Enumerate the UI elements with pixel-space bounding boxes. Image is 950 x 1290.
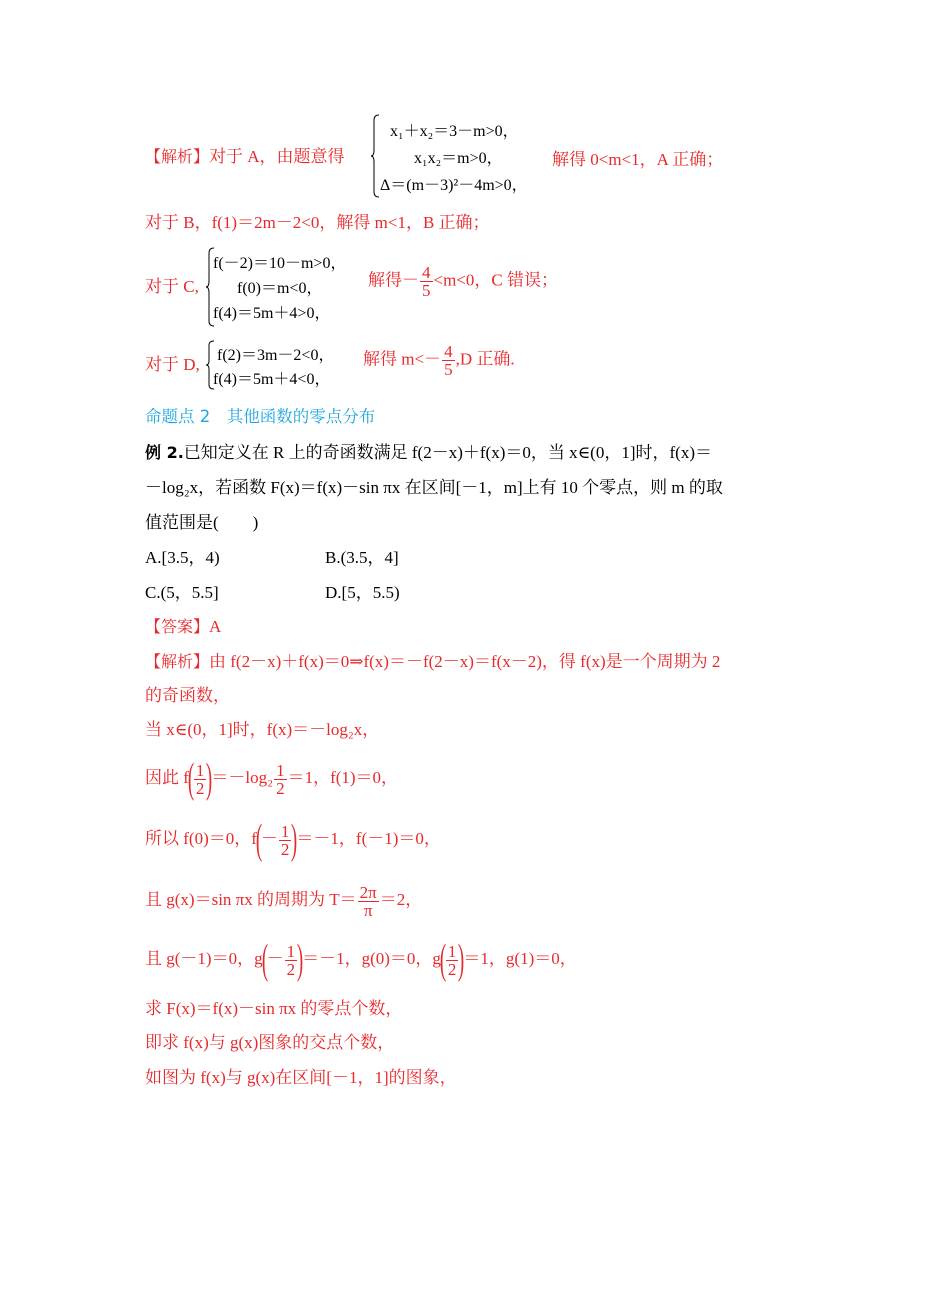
d-result-post: ,D 正确. [455, 349, 515, 369]
option-c: C.(5，5.5] [145, 583, 219, 602]
fraction-numerator: 4 [444, 342, 453, 361]
analysis-a [145, 145, 345, 169]
option-d: D.[5，5.5) [325, 583, 400, 602]
fraction-numerator: 4 [422, 263, 431, 282]
fraction-denominator: π [363, 900, 373, 920]
solution-line-4 [145, 756, 399, 803]
left-paren-icon: ( [439, 937, 447, 984]
example-line-3: 值范围是( ) [145, 513, 259, 532]
sol4-pre: 因此 f [145, 768, 189, 787]
analysis-b: 对于 B，f(1)＝2m－2<0，解得 m<1，B 正确； [145, 213, 490, 232]
fraction-numerator: 1 [286, 941, 296, 961]
analysis-a-result: 解得 0<m<1，A 正确； [552, 150, 724, 169]
solution-label: 【解析】 [145, 652, 210, 671]
right-paren-icon: ) [296, 937, 304, 984]
sol6-pre: 且 g(x)＝sin πx 的周期为 T＝ [145, 890, 357, 909]
example-text-1: 已知定义在 R 上的奇函数满足 f(2－x)＋f(x)＝0，当 x∈(0，1]时，f(x)＝ [183, 443, 712, 462]
solution-line-7 [145, 937, 577, 984]
solution-line-8: 求 F(x)＝f(x)－sin πx 的零点个数， [145, 999, 403, 1018]
sol4-post: ＝1，f(1)＝0， [287, 768, 399, 787]
analysis-a-text: 对于 A，由题意得 [209, 147, 345, 166]
fraction-numerator: 1 [276, 760, 285, 780]
analysis-c: 对于 C, [145, 277, 199, 296]
sol5-post: ＝－1，f(－1)＝0， [296, 829, 441, 848]
fraction-denominator: 2 [280, 839, 290, 859]
fraction-denominator: 2 [447, 959, 457, 979]
solution-line-10: 如图为 f(x)与 g(x)在区间[－1，1]的图象， [145, 1068, 457, 1087]
minus-sign: － [260, 829, 278, 848]
sol5-pre: 所以 f(0)＝0，f [145, 829, 257, 848]
fraction-denominator: 5 [422, 281, 431, 300]
solution-line-2: 的奇函数， [145, 686, 230, 705]
fraction [442, 343, 455, 378]
fraction-numerator: 1 [280, 821, 290, 841]
left-paren-icon: ( [261, 937, 268, 984]
sol6-post: ＝2， [379, 890, 423, 909]
analysis-c-result [368, 264, 558, 299]
example-label: 例 2. [145, 443, 184, 462]
right-paren-icon: ) [458, 937, 465, 984]
fraction [279, 823, 292, 858]
right-paren-icon: ) [206, 756, 213, 803]
system-c-row: f(4)＝5m＋4>0， [213, 305, 331, 322]
system-a [370, 114, 550, 198]
sol7-b: ＝－1，g(0)＝0，g [302, 949, 441, 968]
minus-sign: － [266, 949, 284, 968]
solution-line-1 [145, 650, 720, 674]
answer [145, 615, 221, 639]
system-c-row: f(－2)＝10－m>0， [213, 255, 347, 272]
solution-line-9: 即求 f(x)与 g(x)图象的交点个数， [145, 1033, 395, 1052]
fraction [274, 762, 287, 797]
fraction-denominator: 2 [286, 959, 296, 979]
sol4-mid: ＝－log₂ [211, 768, 274, 787]
analysis-d-result [363, 343, 515, 378]
system-c-row: f(0)＝m<0， [237, 280, 323, 297]
d-result-pre: 解得 m<－ [363, 349, 442, 369]
fraction [194, 762, 207, 797]
example-line-2: －log₂x，若函数 F(x)＝f(x)－sin πx 在区间[－1，m]上有 10 个零点，则 m 的取 [145, 478, 723, 497]
solution-text-1: 由 f(2－x)＋f(x)＝0⇒f(x)＝－f(2－x)＝f(x－2)，得 f(x)是一个周期为 2 [209, 652, 721, 671]
example-line-1 [145, 441, 712, 465]
fraction-denominator: 2 [195, 778, 205, 798]
answer-label: 【答案】 [145, 617, 210, 636]
system-a-row: x₁＋x₂＝3－m>0， [390, 123, 519, 140]
fraction [285, 943, 298, 978]
fraction [420, 264, 433, 299]
right-paren-icon: ) [291, 817, 298, 864]
c-result-post: <m<0，C 错误； [433, 270, 558, 290]
solution-line-5 [145, 817, 441, 864]
fraction-numerator: 1 [195, 760, 205, 780]
left-paren-icon: ( [255, 817, 263, 864]
system-d [205, 340, 365, 390]
system-a-row: Δ＝(m－3)²－4m>0， [380, 177, 528, 194]
system-d-row: f(2)＝3m－2<0， [217, 347, 335, 364]
sol7-a: 且 g(－1)＝0，g [145, 949, 263, 968]
option-a: A.[3.5，4) [145, 548, 220, 567]
option-b: B.(3.5，4] [325, 548, 399, 567]
system-d-row: f(4)＝5m＋4<0， [213, 371, 331, 388]
fraction [446, 943, 459, 978]
analysis-d: 对于 D, [145, 355, 200, 374]
solution-line-6 [145, 878, 422, 922]
solution-line-3: 当 x∈(0，1]时，f(x)＝－log₂x， [145, 720, 380, 739]
section-heading: 命题点 2 其他函数的零点分布 [145, 407, 376, 426]
system-c [205, 247, 365, 327]
analysis-label: 【解析】 [145, 147, 210, 166]
answer-value: A [209, 617, 222, 636]
fraction-denominator: 5 [444, 360, 453, 379]
brace-icon [370, 114, 380, 198]
fraction-numerator: 2π [359, 882, 377, 902]
fraction-numerator: 1 [447, 941, 457, 961]
sol7-c: ＝1，g(1)＝0， [463, 949, 577, 968]
fraction-denominator: 2 [276, 778, 285, 798]
left-paren-icon: ( [187, 756, 195, 803]
fraction [358, 884, 379, 919]
system-a-row: x₁x₂＝m>0， [414, 150, 503, 167]
c-result-pre: 解得－ [368, 270, 419, 290]
